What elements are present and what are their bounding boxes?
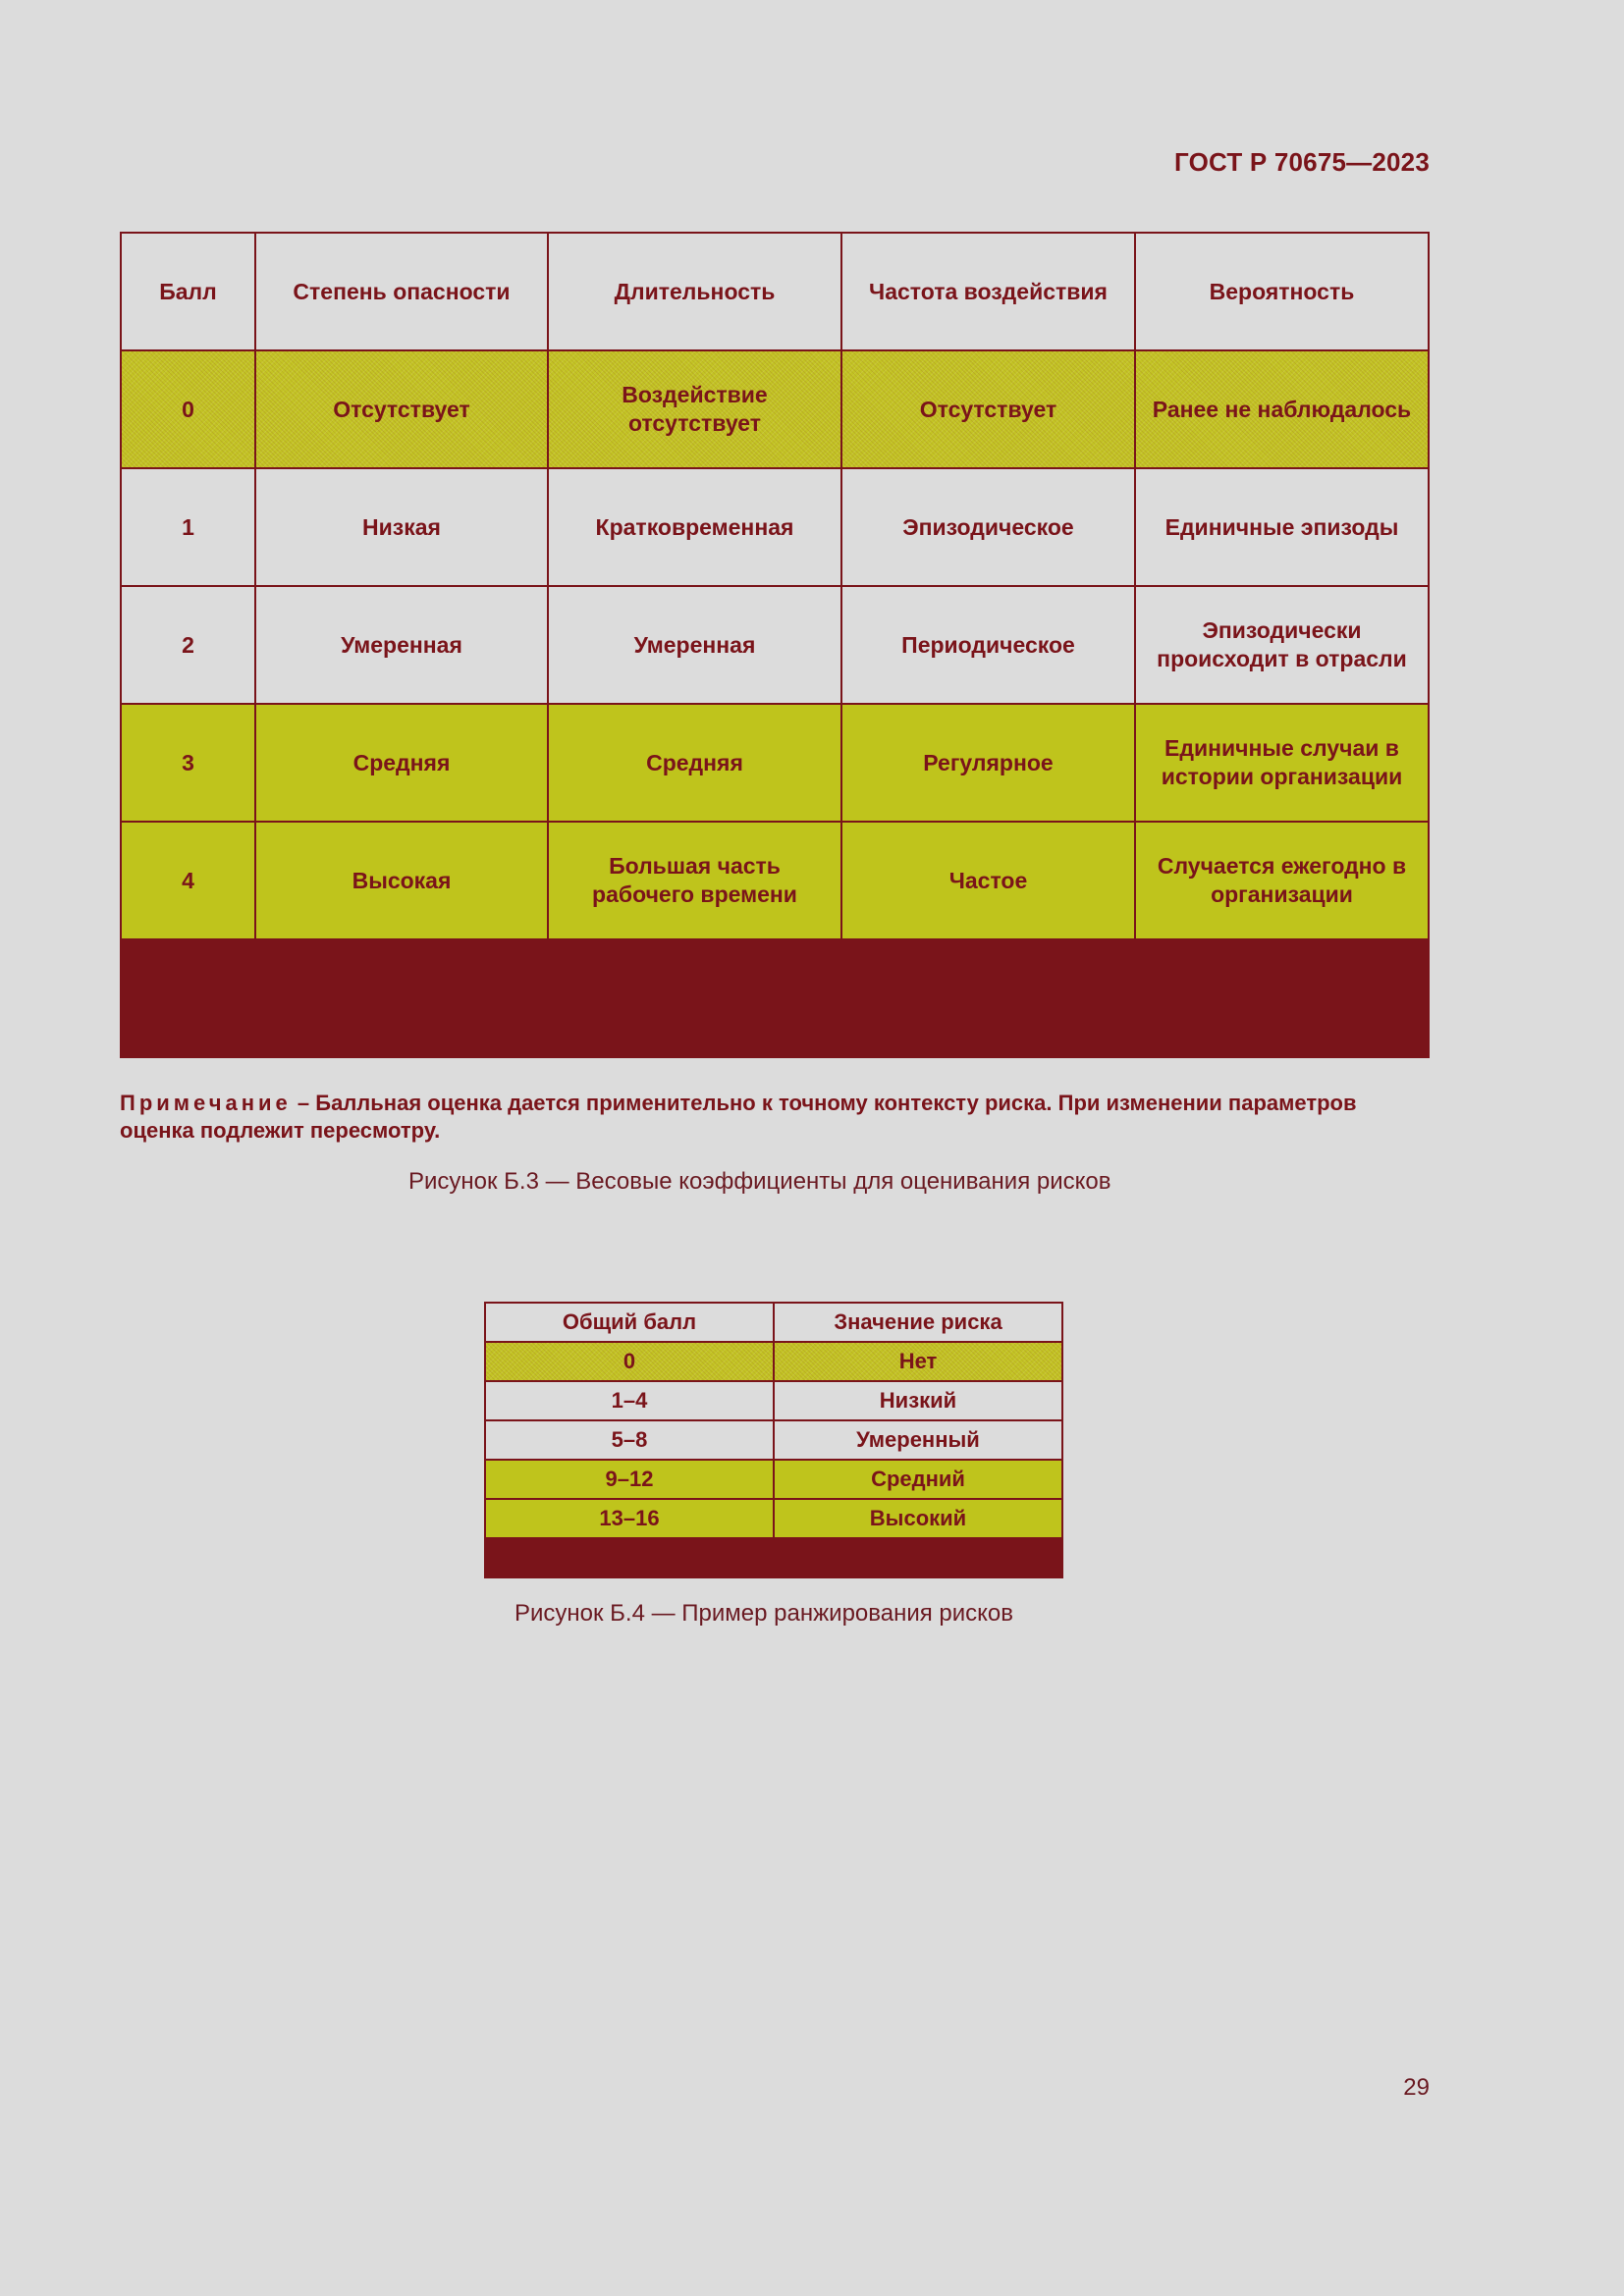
severity-cell: Отсутствует [255,350,548,468]
column-header-severity: Степень опасности [255,233,548,350]
table-row [121,468,1429,586]
duration-cell [548,939,841,1057]
severity-cell: Умеренная [255,586,548,704]
probability-cell: Единичные эпизоды [1135,468,1429,586]
severity-cell: Низкая [255,468,548,586]
figure-caption-b4: Рисунок Б.4 — Пример ранжирования рисков [514,1600,1014,1627]
ranking-table [484,1302,1063,1578]
duration-cell: Воздействие отсутствует [548,350,841,468]
total-cell: 5–8 [485,1420,774,1460]
probability-cell: Единичные случаи в истории организации [1135,704,1429,822]
severity-cell: Средняя [255,704,548,822]
figure-caption-b3: Рисунок Б.3 — Весовые коэффициенты для оценивания рисков [408,1168,1111,1195]
duration-cell: Умеренная [548,586,841,704]
frequency-cell: Эпизодическое [841,468,1135,586]
probability-cell: Случается ежегодно в организации [1135,822,1429,939]
table-row [485,1499,1062,1538]
score-cell: 3 [121,704,255,822]
table-row [121,350,1429,468]
frequency-cell [841,939,1135,1057]
table-row [485,1420,1062,1460]
score-cell [121,939,255,1057]
page-number: 29 [1403,2074,1430,2101]
risk-value-cell: Высокий [774,1499,1062,1538]
column-header-risk-value: Значение риска [774,1303,1062,1342]
risk-value-cell: Нет [774,1342,1062,1381]
frequency-cell: Регулярное [841,704,1135,822]
frequency-cell: Частое [841,822,1135,939]
table-header-row [485,1303,1062,1342]
note-lead: Примечание [120,1091,292,1115]
probability-cell: Ранее не наблюдалось [1135,350,1429,468]
risk-value-cell [774,1538,1062,1577]
table-header-row [121,233,1429,350]
risk-value-cell: Умеренный [774,1420,1062,1460]
column-header-score: Балл [121,233,255,350]
total-cell: 1–4 [485,1381,774,1420]
frequency-cell: Отсутствует [841,350,1135,468]
column-header-frequency: Частота воздействия [841,233,1135,350]
document-id: ГОСТ Р 70675—2023 [1174,147,1430,177]
table-row [485,1381,1062,1420]
table-row [121,822,1429,939]
note-text: – Балльная оценка дается применительно к точному контексту риска. При изменении параметров оценка подлежит пересмотру. [120,1091,1357,1143]
severity-cell [255,939,548,1057]
risk-value-cell: Средний [774,1460,1062,1499]
total-cell: 9–12 [485,1460,774,1499]
table-row [485,1460,1062,1499]
total-cell: 0 [485,1342,774,1381]
total-cell: 13–16 [485,1499,774,1538]
table-row [121,704,1429,822]
table-note [120,1090,1435,1145]
probability-cell [1135,939,1429,1057]
table-row [485,1342,1062,1381]
total-cell [485,1538,774,1577]
probability-cell: Эпизодически происходит в отрасли [1135,586,1429,704]
score-cell: 4 [121,822,255,939]
weights-table [120,232,1430,1058]
score-cell: 0 [121,350,255,468]
duration-cell: Большая часть рабочего времени [548,822,841,939]
duration-cell: Кратковременная [548,468,841,586]
frequency-cell: Периодическое [841,586,1135,704]
table-row [121,586,1429,704]
score-cell: 1 [121,468,255,586]
duration-cell: Средняя [548,704,841,822]
score-cell: 2 [121,586,255,704]
column-header-duration: Длительность [548,233,841,350]
table-row-redacted [121,939,1429,1057]
table-row-redacted [485,1538,1062,1577]
column-header-probability: Вероятность [1135,233,1429,350]
severity-cell: Высокая [255,822,548,939]
risk-value-cell: Низкий [774,1381,1062,1420]
column-header-total: Общий балл [485,1303,774,1342]
